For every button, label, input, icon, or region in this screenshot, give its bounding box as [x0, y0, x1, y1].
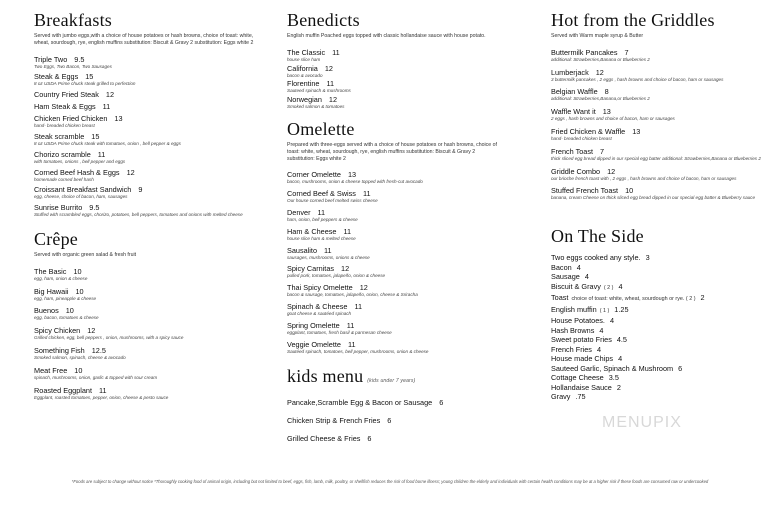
menu-item-price: 10 [625, 186, 634, 196]
crepe-description: Served with organic green salad & fresh fruit [34, 251, 137, 258]
menu-item-line [287, 321, 502, 330]
kids-menu-title-text: kids menu [287, 366, 364, 387]
menu-item-line [287, 48, 502, 57]
menu-item [287, 246, 502, 261]
menu-item [551, 48, 766, 63]
menu-item-name: California [287, 63, 318, 73]
menu-item [34, 386, 269, 401]
side-item-name: Bacon [551, 262, 572, 272]
menu-item-description: sausages, mushrooms, onions & cheese [287, 254, 370, 260]
menu-item-description: house slice ham [287, 56, 321, 62]
menu-item-description: 2 eggs , hash browns and choice of bacon, ham or sausages [551, 116, 675, 122]
menu-item-line [34, 366, 269, 375]
menu-item-name: Thai Spicy Omelette [287, 283, 353, 293]
menu-item [34, 326, 269, 341]
side-item-name: Sausage [551, 272, 580, 282]
menu-item [287, 95, 502, 110]
menu-item-description: eggplant, tomatoes, fresh basil & parmesan cheese [287, 329, 392, 335]
kids-item-name: Chicken Strip & French Fries [287, 416, 381, 426]
menu-item-name: Meat Free [34, 365, 68, 375]
menu-item [551, 107, 766, 122]
menu-item-name: Veggie Omelette [287, 339, 341, 349]
menu-item-price: 11 [354, 301, 363, 311]
menu-item-line [34, 168, 269, 177]
menu-item-line [287, 208, 502, 217]
menu-item [34, 114, 269, 129]
menu-item-description: additional: Strawberries,Banana or Blueberries 2 [551, 56, 650, 62]
menu-item [287, 208, 502, 223]
menu-item-price: 11 [343, 226, 352, 236]
menu-item-line [287, 264, 502, 273]
kids-item-price: 6 [367, 434, 372, 444]
menu-item-description: Smoked salmon, spinach, cheese & avocado [34, 354, 126, 360]
menu-item-description: with tomatoes, onions , bell pepper and eggs [34, 158, 126, 164]
menu-item [287, 227, 502, 242]
side-item-price: 4 [596, 344, 602, 354]
menu-item [287, 189, 502, 204]
menu-item-price: 13 [347, 170, 357, 180]
menu-item-name: Ham & Cheese [287, 226, 337, 236]
menu-item-price: 12 [607, 166, 616, 176]
menu-item-name: Big Hawaii [34, 286, 69, 296]
side-item-price: .75 [575, 392, 586, 402]
side-item-price: 2 [700, 293, 705, 303]
menu-item [287, 283, 502, 298]
side-item-price: 4 [599, 325, 604, 335]
side-item [551, 383, 766, 393]
menu-item-description: banana, cream Cheese on thick sliced egg bread dipped in our special egg batter & Blueberry sauce [551, 195, 756, 201]
menu-item-price: 13 [114, 114, 123, 124]
menu-item [551, 87, 766, 102]
side-item [551, 305, 766, 317]
menu-item-name: Buenos [34, 306, 59, 316]
menu-item-line [551, 167, 766, 176]
column-middle [287, 10, 502, 452]
menu-item-price: 11 [332, 47, 340, 57]
menu-item-line [287, 95, 502, 104]
side-item-price: 1.25 [614, 304, 629, 314]
menu-item-line [551, 87, 766, 96]
side-item-name: Sweet potato Fries [551, 335, 612, 345]
menu-item-description: hand- breaded chicken breast [34, 123, 95, 129]
benedicts-title: Benedicts [287, 10, 360, 30]
menu-item [551, 167, 766, 182]
menu-item-name: Country Fried Steak [34, 90, 99, 100]
side-item-price: 6 [678, 363, 683, 373]
menu-item [287, 79, 502, 94]
menu-item-line [34, 132, 269, 141]
menu-item [287, 170, 502, 185]
menu-item-line [287, 64, 502, 73]
menu-item-price: 7 [624, 47, 629, 57]
menu-item-line [287, 246, 502, 255]
menu-item-line [551, 68, 766, 77]
menu-item-price: 10 [75, 286, 84, 296]
side-item-name: Gravy [551, 392, 571, 402]
menu-item-price: 8 [604, 87, 609, 97]
side-item-name: Cottage Cheese [551, 373, 604, 383]
menu-item-line [287, 79, 502, 88]
side-item-name: Toast [551, 293, 569, 303]
side-item-extra: choice of toast: white, wheat, sourdough or rye. ( 2 ) [571, 296, 696, 303]
side-item-name: House made Chips [551, 354, 614, 364]
side-list [551, 253, 766, 402]
menu-item-line [34, 306, 269, 315]
menu-item-line [551, 147, 766, 156]
menu-item-price: 10 [74, 365, 83, 375]
menu-item-name: The Classic [287, 47, 326, 57]
menu-item-price: 11 [317, 207, 326, 217]
menu-item-name: Chorizo scramble [34, 149, 91, 159]
menu-item-name: Belgian Waffle [551, 87, 598, 97]
menu-item [287, 321, 502, 336]
kids-menu-note: (kids under 7 years) [367, 378, 416, 385]
menu-item-line [34, 114, 269, 123]
menu-item-name: Spinach & Cheese [287, 301, 348, 311]
menu-item-line [34, 326, 269, 335]
side-item [551, 282, 766, 294]
menu-item-line [287, 227, 502, 236]
menu-item-price: 11 [324, 245, 332, 255]
side-item-price: 3.5 [608, 373, 619, 383]
menu-item-name: Buttermilk Pancakes [551, 47, 618, 57]
menu-item-name: Croissant Breakfast Sandwich [34, 185, 132, 195]
menu-item-line [34, 90, 269, 99]
menu-item [287, 302, 502, 317]
menu-item-line [551, 107, 766, 116]
menu-item-line [551, 186, 766, 195]
benedict-list [287, 48, 502, 110]
menu-item-name: Spicy Chicken [34, 326, 81, 336]
menu-item-description: 8 oz USDA Prime chuck steak with tomatoes, onion , bell pepper & eggs [34, 140, 181, 146]
menu-item-description: Eggplant, roasted tomatoes, pepper, onion, cheese & pesto sauce [34, 394, 169, 400]
menu-item-name: Norwegian [287, 95, 322, 105]
menu-item-name: Sunrise Burrito [34, 203, 83, 213]
menu-item-line [34, 150, 269, 159]
menu-item-line [34, 55, 269, 64]
menu-item-price: 11 [347, 339, 356, 349]
griddle-list [551, 48, 766, 201]
menu-item [551, 147, 766, 162]
kids-list [287, 398, 502, 443]
menu-item-name: Florentine [287, 79, 320, 89]
menu-item [34, 185, 269, 200]
side-item-name: English muffin [551, 304, 597, 314]
side-item [551, 272, 766, 282]
menu-item-name: Waffle Want it [551, 107, 596, 117]
menu-item-price: 12.5 [91, 345, 106, 355]
menu-item-price: 12 [341, 264, 350, 274]
menu-item-name: Something Fish [34, 345, 85, 355]
menu-item-line [287, 283, 502, 292]
menu-item-price: 10 [73, 266, 82, 276]
side-item [551, 345, 766, 355]
kids-item-name: Pancake,Scramble Egg & Bacon or Sausage [287, 398, 433, 408]
menu-item-price: 12 [105, 90, 115, 100]
side-item-name: House Potatoes. [551, 316, 605, 326]
menu-item-price: 9.5 [74, 54, 85, 64]
side-item [551, 316, 766, 326]
menu-item [287, 48, 502, 63]
menu-item-name: The Basic [34, 266, 67, 276]
menu-item-name: Corned Beef & Swiss [287, 189, 356, 199]
kids-menu-item [287, 416, 502, 425]
menu-item-price: 12 [595, 67, 604, 77]
menu-item-name: Corned Beef Hash & Eggs [34, 167, 120, 177]
menu-item-description: ham, onion, bell peppers & cheese [287, 216, 358, 222]
menu-item-description: additional: Strawberries,Banana,or Blueberries 2 [551, 96, 650, 102]
column-right [551, 10, 766, 402]
side-item-name: Biscuit & Gravy [551, 281, 601, 291]
menu-item-price: 15 [85, 72, 94, 82]
menu-item [287, 64, 502, 79]
side-item-price: 4.5 [616, 335, 627, 345]
menu-item-name: Ham Steak & Eggs [34, 102, 96, 112]
menu-item-name: Corner Omelette [287, 170, 341, 180]
side-item-price: 4 [618, 354, 623, 364]
menu-item-price: 11 [346, 320, 355, 330]
menu-item-price: 12 [87, 326, 96, 336]
side-item [551, 293, 766, 305]
menu-item [34, 132, 269, 147]
side-item [551, 335, 766, 345]
menu-item-line [34, 287, 269, 296]
kids-menu-item [287, 398, 502, 407]
griddles-title: Hot from the Griddles [551, 10, 715, 30]
menu-item-line [287, 302, 502, 311]
menu-item-name: Chicken Fried Chicken [34, 114, 108, 124]
side-item-name: Hollandaise Sauce [551, 382, 612, 392]
kids-menu-item [287, 434, 502, 443]
menu-item [34, 267, 269, 282]
menu-item-price: 13 [632, 126, 641, 136]
menu-item-description: goat cheese & sautéed spinach [287, 310, 352, 316]
side-item [551, 263, 766, 273]
menu-item-description: Two Eggs, Two Bacon, Two Sausages [34, 63, 112, 69]
menu-item-name: Steak & Eggs [34, 72, 79, 82]
menu-item-name: Steak scramble [34, 131, 85, 141]
menu-item-price: 9 [138, 185, 143, 195]
menu-item-description: egg, bacon, tomatoes & cheese [34, 315, 99, 321]
benedicts-description: English muffin Poached eggs topped with classic hollandaise sauce with house potato. [287, 33, 486, 39]
side-item-name: Hash Browns [551, 325, 595, 335]
menu-item-price: 11 [326, 79, 335, 89]
menu-item-price: 10 [65, 306, 74, 316]
menu-item-description: Grilled chicken, egg, bell peppers , onion, mushrooms, with a spicy sauce [34, 335, 184, 341]
menu-item [34, 72, 269, 87]
menu-item [34, 287, 269, 302]
menu-item-line [34, 346, 269, 355]
kids-item-name: Grilled Cheese & Fries [287, 434, 361, 444]
side-item-price: 4 [584, 272, 589, 282]
menu-item-line [34, 267, 269, 276]
menu-item-name: Stuffed French Toast [551, 186, 619, 196]
menu-item-description: egg, cheese, choice of bacon, ham, sausages [34, 194, 128, 200]
menu-item [34, 346, 269, 361]
menu-item-description: Sautéed spinach, tomatoes, bell pepper, mushrooms, onion & cheese [287, 348, 429, 354]
side-item-name: Two eggs cooked any style. [551, 253, 641, 263]
side-item [551, 373, 766, 383]
menu-item [34, 306, 269, 321]
side-item [551, 364, 766, 374]
menu-item-line [551, 48, 766, 57]
menu-item-price: 11 [362, 189, 371, 199]
omelette-description: Prepared with three-eggs served with a choice of house potatoes or hash browns, choice of toast: white, wheat, sourdough, rye, english muffins substitution: Biscuit & Gravy 2 substitution: Eggs white 2 [287, 141, 497, 162]
menu-item-line [287, 170, 502, 179]
menu-item-name: Spring Omelette [287, 320, 340, 330]
side-item-name: French Fries [551, 344, 592, 354]
side-item-price: 4 [618, 281, 623, 291]
menu-item [34, 203, 269, 218]
menu-item-price: 12 [126, 167, 135, 177]
menu-item [34, 102, 269, 111]
omelette-title: Omelette [287, 118, 355, 139]
menu-item-name: Roasted Eggplant [34, 385, 93, 395]
menu-item-name: Griddle Combo [551, 166, 601, 176]
menu-item [34, 168, 269, 183]
menu-item-description: spinach, mushrooms, onion, garlic & topped with sour cream [34, 374, 158, 380]
side-item-extra: ( 2 ) [603, 284, 614, 291]
watermark: MENUPIX [602, 414, 682, 431]
side-item-name: Sauteed Garlic, Spinach & Mushroom [551, 363, 674, 373]
menu-item-line [34, 203, 269, 212]
menu-item-price: 13 [602, 107, 611, 117]
griddles-description: Served with Warm maple syrup & Butter [551, 33, 644, 39]
menu-item-description: Stuffed with scrambled eggs, chorizo, potatoes, bell peppers, tomatoes and onions with melted cheese [34, 212, 243, 218]
menu-item-description: egg, ham, onion & cheese [34, 275, 88, 281]
menu-item-description: house slice ham & melted cheese [287, 235, 356, 241]
menu-item-line [551, 127, 766, 136]
menu-item-description: 3 buttermilk pancakes , 2 eggs , hash browns and choice of bacon, ham or sausages [551, 76, 724, 82]
menu-item-line [287, 340, 502, 349]
menu-item [34, 90, 269, 99]
menu-item-price: 11 [99, 385, 107, 395]
menu-item-description: hand- breaded chicken breast [551, 135, 612, 141]
breakfasts-title: Breakfasts [34, 10, 112, 30]
menu-item-name: Denver [287, 207, 311, 217]
menu-item-description: our brioche french toast with , 2 eggs , hash browns and choice of bacon, ham or sausages [551, 175, 737, 181]
menu-item-price: 11 [97, 149, 106, 159]
menu-item-line [287, 189, 502, 198]
menu-item-name: French Toast [551, 146, 594, 156]
menu-item-name: Lumberjack [551, 67, 589, 77]
menu-item-price: 7 [600, 146, 605, 156]
menu-item [34, 55, 269, 70]
column-left [34, 10, 269, 405]
menu-item [287, 264, 502, 279]
menu-item-name: Triple Two [34, 54, 68, 64]
on-the-side-title: On The Side [551, 226, 644, 247]
menu-item-line [34, 102, 269, 111]
side-item [551, 392, 766, 402]
menu-item-description: Smoked salmon & tomatoes [287, 104, 345, 110]
menu-item-line [34, 185, 269, 194]
menu-item [34, 150, 269, 165]
menu-item-price: 12 [324, 63, 333, 73]
side-item-price: 4 [576, 262, 581, 272]
menu-item [551, 68, 766, 83]
menu-item-description: bacon & avocado [287, 72, 323, 78]
crepe-title: Crêpe [34, 228, 78, 249]
side-item-extra: ( 1 ) [599, 307, 610, 314]
menu-item-line [34, 386, 269, 395]
menu-item-price: 12 [328, 95, 338, 105]
menu-item-description: egg, ham, pineapple & cheese [34, 295, 97, 301]
menu-item-name: Fried Chicken & Waffle [551, 126, 626, 136]
menu-item-description: 8 oz USDA Prime chuck steak grilled to perfection [34, 81, 136, 87]
side-item-price: 2 [616, 382, 621, 392]
menu-item-description: Sauteed spinach & mushrooms [287, 88, 351, 94]
menu-item-description: bacon, mushrooms, onion & cheese topped with fresh-cut avocado [287, 179, 423, 185]
menu-item-description: Our house corned beef melted swiss cheese [287, 198, 378, 204]
menu-item-price: 12 [359, 283, 368, 293]
omelette-list [287, 170, 502, 354]
menu-item-price: 15 [91, 131, 100, 141]
side-item-price: 4 [609, 316, 615, 326]
menu-item [34, 366, 269, 381]
crepe-list [34, 267, 269, 401]
side-item [551, 253, 766, 263]
menu-item-description: thick sliced egg bread dipped in our special egg batter additional: Strawberries,Banana or Blueberries 2 [551, 155, 761, 161]
menu-item-description: pulled pork, tomatoes, jalapeño, onion & cheese [287, 273, 386, 279]
footer-disclaimer: *Foods are subject to change without notice *Thoroughly cooking food of animal origin, including but not limited to beef, eggs, fish, lamb, milk, poultry, or shellfish reduces the risk of food borne illness; young children the elderly and individuals with certain health conditions may be at a higher risk if these foods are consumed raw or undercooked [71, 479, 709, 484]
kids-menu-title [287, 366, 502, 392]
menu-item-description: bacon & sausage, tomatoes, jalapeño, onion, cheese & Sriracha [287, 292, 418, 298]
menu-item [551, 186, 766, 201]
menu-item [551, 127, 766, 142]
kids-item-price: 6 [439, 398, 444, 408]
menu-item-name: Spicy Carnitas [287, 264, 335, 274]
side-item [551, 354, 766, 364]
menu-item [287, 340, 502, 355]
menu-item-price: 11 [102, 102, 111, 112]
menu-item-line [34, 72, 269, 81]
breakfast-list [34, 55, 269, 218]
kids-item-price: 6 [387, 416, 392, 426]
side-item [551, 326, 766, 336]
menu-item-description: homemade corned beef hash [34, 176, 94, 182]
menu-item-name: Sausalito [287, 245, 318, 255]
breakfasts-description: Served with jumbo eggs,with a choice of house potatoes or hash browns, choice of toast: white, wheat, sourdough, rye, english muffins substitution: Biscuit & Gravy 2 substitution: Eggs white 2 [34, 33, 254, 46]
menu-item-price: 9.5 [89, 203, 100, 213]
side-item-price: 3 [645, 253, 650, 263]
